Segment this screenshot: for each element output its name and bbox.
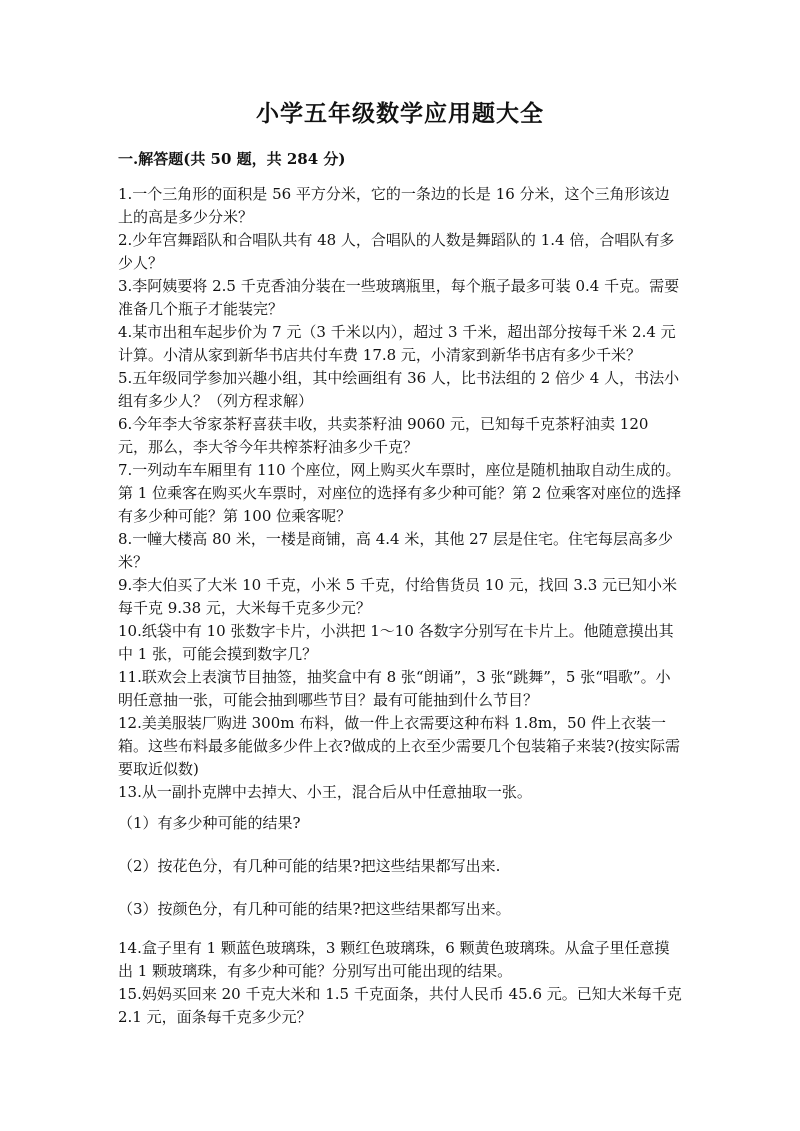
question-15: 15.妈妈买回来 20 千克大米和 1.5 千克面条，共付人民币 45.6 元。已知大米每千克 2.1 元，面条每千克多少元？ — [118, 985, 682, 1026]
question-12: 12.美美服装厂购进 300m 布料，做一件上衣需要这种布料 1.8m，50 件上衣装一箱。这些布料最多能做多少件上衣?做成的上衣至少需要几个包装箱子来装?(按实际需要取近似数) — [118, 714, 680, 778]
question-11: 11.联欢会上表演节目抽签，抽奖盒中有 8 张“朗诵”，3 张“跳舞”，5 张“唱歌”。小明任意抽一张，可能会抽到哪些节目？最有可能抽到什么节目？ — [118, 668, 671, 709]
question-3: 3.李阿姨要将 2.5 千克香油分装在一些玻璃瓶里，每个瓶子最多可装 0.4 千克。需要准备几个瓶子才能装完？ — [118, 277, 680, 318]
question-4: 4.某市出租车起步价为 7 元（3 千米以内），超过 3 千米，超出部分按每千米 2.4 元计算。小清从家到新华书店共付车费 17.8 元，小清家到新华书店有多少千米？ — [118, 323, 676, 364]
question-13: 13.从一副扑克牌中去掉大、小王，混合后从中任意抽取一张。 — [118, 783, 532, 801]
question-13-subpart-1: （1）有多少种可能的结果? — [118, 814, 301, 832]
question-9: 9.李大伯买了大米 10 千克，小米 5 千克，付给售货员 10 元，找回 3.3 元已知小米每千克 9.38 元，大米每千克多少元？ — [118, 576, 678, 617]
question-list — [118, 183, 682, 1029]
question-8: 8.一幢大楼高 80 米，一楼是商铺，高 4.4 米，其他 27 层是住宅。住宅每层高多少米？ — [118, 530, 673, 571]
question-5: 5.五年级同学参加兴趣小组，其中绘画组有 36 人，比书法组的 2 倍少 4 人，书法小组有多少人？（列方程求解） — [118, 369, 680, 410]
question-6: 6.今年李大爷家茶籽喜获丰收，共卖茶籽油 9060 元，已知每千克茶籽油卖 120 元，那么，李大爷今年共榨茶籽油多少千克？ — [118, 415, 649, 456]
question-13-subpart-3: （3）按颜色分，有几种可能的结果?把这些结果都写出来。 — [118, 900, 511, 918]
page-title: 小学五年级数学应用题大全 — [256, 100, 544, 127]
question-2: 2.少年宫舞蹈队和合唱队共有 48 人，合唱队的人数是舞蹈队的 1.4 倍，合唱队有多少人？ — [118, 231, 675, 272]
question-1: 1.一个三角形的面积是 56 平方分米，它的一条边的长是 16 分米，这个三角形该边上的高是多少分米？ — [118, 185, 670, 226]
question-10: 10.纸袋中有 10 张数字卡片，小洪把 1～10 各数字分别写在卡片上。他随意摸出其中 1 张，可能会摸到数字几？ — [118, 622, 674, 663]
section-heading: 一.解答题(共 50 题，共 284 分) — [118, 150, 346, 168]
question-14: 14.盒子里有 1 颗蓝色玻璃珠，3 颗红色玻璃珠，6 颗黄色玻璃珠。从盒子里任意摸出 1 颗玻璃珠，有多少种可能？分别写出可能出现的结果。 — [118, 939, 670, 980]
question-13-subparts — [118, 812, 682, 921]
question-7: 7.一列动车车厢里有 110 个座位，网上购买火车票时，座位是随机抽取自动生成的。第 1 位乘客在购买火车票时，对座位的选择有多少种可能？第 2 位乘客对座位的选择有多少种可能？第 100 位乘客呢？ — [118, 461, 682, 525]
question-13-subpart-2: （2）按花色分，有几种可能的结果?把这些结果都写出来. — [118, 857, 501, 875]
